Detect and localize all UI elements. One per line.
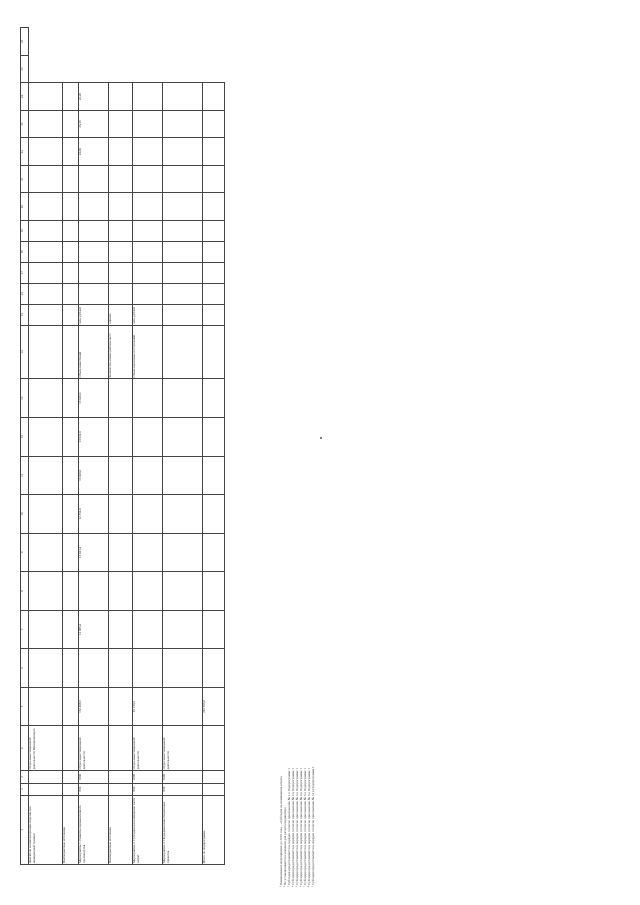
cell-indicator-value [203, 165, 225, 193]
cell-value: 12 086,4 [79, 610, 109, 649]
cell-indicator-value [79, 220, 109, 241]
cell-indicator-value [203, 283, 225, 304]
cell-value [109, 572, 133, 611]
cell-value: 13 020,0 [79, 379, 109, 418]
cell-indicator-value [29, 193, 63, 221]
landscape-content [20, 27, 620, 887]
header-cell: 24 [21, 83, 29, 111]
cell-ind [63, 325, 79, 379]
table-row [163, 28, 203, 865]
cell-value [163, 418, 203, 457]
cell-c2: 830 [133, 783, 163, 795]
cell-value [29, 379, 63, 418]
cell-value [63, 572, 79, 611]
cell-value: 13 021,4 [79, 533, 109, 572]
header-cell: 15 [21, 304, 29, 325]
cell-indicator-value [203, 83, 225, 111]
header-cell: 19 [21, 220, 29, 241]
header-cell: 17 [21, 262, 29, 283]
cell-value [29, 495, 63, 534]
cell-indicator-value [163, 83, 203, 111]
cell-c2 [203, 783, 225, 795]
cell-value [203, 495, 225, 534]
cell-resp [203, 726, 225, 771]
cell-indicator-value [79, 283, 109, 304]
cell-resp: Отдел инвестиционной деятельности [133, 726, 163, 771]
cell-indicator-value [79, 241, 109, 262]
cell-indicator-value [63, 193, 79, 221]
cell-indicator-value [133, 241, 163, 262]
cell-indicator-value [109, 193, 133, 221]
cell-indicator-value [133, 165, 163, 193]
cell-indicator-value: 22,20 [79, 83, 109, 111]
cell-value [109, 533, 133, 572]
footnote: ⁷ Субсидия предоставляется в порядке согласно приложению № 5 к Подпрограмме 1 [303, 767, 307, 887]
rotated-sheet [20, 27, 620, 887]
cell-indicator-value [109, 83, 133, 111]
cell-name: Мероприятие 3. Поддержка инвестиционных проектов [163, 795, 203, 864]
cell-value [163, 572, 203, 611]
header-cell: 9 [21, 533, 29, 572]
cell-unit [63, 304, 79, 325]
cell-value [29, 572, 63, 611]
cell-indicator-value [109, 262, 133, 283]
cell-indicator-value [203, 110, 225, 138]
table-row [29, 28, 63, 865]
cell-value [63, 456, 79, 495]
cell-c3 [203, 771, 225, 783]
cell-resp [63, 726, 79, 771]
cell-value [163, 687, 203, 726]
cell-value [109, 418, 133, 457]
cell-value [203, 379, 225, 418]
cell-c3: 1000 [133, 771, 163, 783]
cell-value [133, 495, 163, 534]
cell-value: 13 020,0 [79, 456, 109, 495]
cell-value [29, 610, 63, 649]
header-cell: 10 [21, 495, 29, 534]
cell-value: 244 655,0 [203, 687, 225, 726]
cell-indicator-value [133, 138, 163, 166]
cell-c3 [29, 771, 63, 783]
cell-indicator-value [163, 138, 203, 166]
cell-indicator-value [79, 193, 109, 221]
footnote: ⁸ Субсидия предоставляется в порядке согласно приложению № 6 к Подпрограмме 1 [307, 767, 311, 887]
header-cell: 4 [21, 726, 29, 771]
cell-indicator-value [163, 262, 203, 283]
header-cell: 3 [21, 771, 29, 783]
header-cell: 23 [21, 110, 29, 138]
cell-indicator-value [63, 138, 79, 166]
cell-value [109, 610, 133, 649]
header-cell: 16 [21, 283, 29, 304]
cell-indicator-value [203, 262, 225, 283]
header-cell: 18 [21, 241, 29, 262]
cell-indicator-value: 24,00 [79, 138, 109, 166]
cell-indicator-value [109, 283, 133, 304]
cell-indicator-value [29, 165, 63, 193]
cell-c2: 830 [163, 783, 203, 795]
cell-indicator-value [63, 110, 79, 138]
cell-unit: млн. рублей [79, 304, 109, 325]
cell-value [163, 379, 203, 418]
cell-value [133, 572, 163, 611]
cell-value [79, 649, 109, 688]
cell-ind: Объем инвестиций [79, 325, 109, 379]
cell-value [203, 572, 225, 611]
cell-name: Внебюджетные источники [109, 795, 133, 864]
cell-name: Итого по подпрограмме [203, 795, 225, 864]
cell-indicator-value [63, 165, 79, 193]
table-body [29, 28, 225, 865]
cell-indicator-value [109, 165, 133, 193]
cell-indicator-value [133, 262, 163, 283]
cell-value [29, 533, 63, 572]
cell-unit: млн. рублей [133, 304, 163, 325]
cell-indicator-value [133, 110, 163, 138]
cell-indicator-value [63, 283, 79, 304]
cell-indicator-value [109, 110, 133, 138]
header-cell: 2 [21, 783, 29, 795]
header-cell: 12 [21, 418, 29, 457]
header-cell: 14 [21, 325, 29, 379]
cell-indicator-value [29, 241, 63, 262]
cell-ind: Количество новых рабочих мест [109, 325, 133, 379]
header-cell: 20 [21, 193, 29, 221]
cell-indicator-value [133, 193, 163, 221]
cell-ind [29, 325, 63, 379]
cell-indicator-value [109, 241, 133, 262]
cell-value: 12 354,0 [79, 495, 109, 534]
cell-value [203, 456, 225, 495]
cell-indicator-value [79, 262, 109, 283]
cell-value [63, 687, 79, 726]
cell-name: Мероприятие 1. Развитие промышленного производства [79, 795, 109, 864]
cell-indicator-value [63, 262, 79, 283]
cell-indicator-value [109, 220, 133, 241]
cell-unit [203, 304, 225, 325]
cell-indicator-value [203, 193, 225, 221]
cell-value [63, 418, 79, 457]
cell-resp: Отдел инвестиционной деятельности [79, 726, 109, 771]
cell-value [163, 495, 203, 534]
cell-resp [109, 726, 133, 771]
table-row [109, 28, 133, 865]
cell-ind [163, 325, 203, 379]
table-row [203, 28, 225, 865]
cell-name: Мероприятие 2. Субсидии на возмещение части затрат [133, 795, 163, 864]
footnote: ⁶ Субсидия предоставляется в порядке согласно приложению № 4 к Подпрограмме 1 [299, 767, 303, 887]
cell-name: Внебюджетные источники [63, 795, 79, 864]
cell-ind: Объем налоговых поступлений [133, 325, 163, 379]
cell-value [203, 418, 225, 457]
footnote: ¹ Наименование мероприятия до 2019 года – «Субсидия на возмещение затрат» [279, 775, 283, 887]
cell-resp: Отдел инвестиционной деятельности [163, 726, 203, 771]
cell-value [133, 379, 163, 418]
cell-value [163, 456, 203, 495]
program-table [20, 27, 225, 865]
cell-indicator-value [29, 138, 63, 166]
header-cell: 13 [21, 379, 29, 418]
cell-value [203, 649, 225, 688]
cell-ind [203, 325, 225, 379]
cell-value [133, 610, 163, 649]
cell-value [109, 687, 133, 726]
cell-indicator-value [163, 220, 203, 241]
cell-c2: 830 [79, 783, 109, 795]
cell-indicator-value [29, 262, 63, 283]
cell-value [63, 379, 79, 418]
cell-value [29, 418, 63, 457]
cell-indicator-value [203, 241, 225, 262]
cell-unit: единиц [109, 304, 133, 325]
header-cell: 6 [21, 649, 29, 688]
cell-indicator-value [29, 110, 63, 138]
cell-value [29, 687, 63, 726]
header-cell: 22 [21, 138, 29, 166]
cell-c3: 1000 [163, 771, 203, 783]
table-row [79, 28, 109, 865]
footnote: ⁹ Субсидия предоставляется в порядке согласно приложению № 12 к Подпрограмме 1 [311, 766, 315, 887]
header-cell: 25 [21, 55, 29, 83]
cell-value [163, 649, 203, 688]
cell-value [63, 610, 79, 649]
cell-value [109, 456, 133, 495]
table-row [133, 28, 163, 865]
cell-indicator-value [163, 241, 203, 262]
header-cell: 26 [21, 28, 29, 56]
cell-value [133, 533, 163, 572]
cell-value [63, 533, 79, 572]
cell-value: 152 498,5 [79, 687, 109, 726]
footnote: ⁵ Субсидия предоставляется в порядке согласно приложению № 3 к Подпрограмме 1 [295, 767, 299, 887]
cell-indicator-value [29, 83, 63, 111]
cell-indicator-value [163, 165, 203, 193]
cell-value [203, 610, 225, 649]
cell-indicator-value: 23,10 [79, 110, 109, 138]
cell-c3: 1000 [79, 771, 109, 783]
cell-indicator-value [163, 110, 203, 138]
footnote: ² Не устанавливается в значении для расчета индикатора [283, 807, 287, 887]
header-cell: 5 [21, 687, 29, 726]
cell-indicator-value [29, 220, 63, 241]
cell-indicator-value [63, 241, 79, 262]
cell-value [29, 456, 63, 495]
cell-unit [163, 304, 203, 325]
cell-indicator-value [79, 165, 109, 193]
cell-value [133, 418, 163, 457]
header-cell: 7 [21, 610, 29, 649]
cell-value: 13 032,0 [79, 418, 109, 457]
footnote: ³ Субсидия предоставляется в порядке согласно приложению № 1 к Подпрограмме 1 [287, 768, 291, 887]
cell-value [79, 572, 109, 611]
cell-value [29, 649, 63, 688]
cell-indicator-value [203, 220, 225, 241]
cell-indicator-value [63, 220, 79, 241]
footnote: ⁴ Субсидия предоставляется в порядке согласно приложению № 2 к Подпрограмме 1 [291, 767, 295, 887]
cell-value [63, 495, 79, 534]
cell-value [109, 649, 133, 688]
cell-value: 91 156,5 [133, 687, 163, 726]
header-cell: 11 [21, 456, 29, 495]
table-row [63, 28, 79, 865]
cell-c3 [63, 771, 79, 783]
cell-value [109, 495, 133, 534]
cell-c2 [63, 783, 79, 795]
cell-c3 [109, 771, 133, 783]
header-cell: 1 [21, 795, 29, 864]
cell-indicator-value [163, 193, 203, 221]
cell-indicator-value [29, 283, 63, 304]
cell-unit [29, 304, 63, 325]
cell-value [133, 456, 163, 495]
cell-value [163, 533, 203, 572]
cell-indicator-value [133, 220, 163, 241]
cell-c2 [109, 783, 133, 795]
cell-indicator-value [63, 83, 79, 111]
cell-indicator-value [133, 283, 163, 304]
cell-indicator-value [133, 83, 163, 111]
header-cell: 8 [21, 572, 29, 611]
cell-name: Двигатели и комплектующие изделия для авиационной техники [29, 795, 63, 864]
cell-indicator-value [109, 138, 133, 166]
cell-c2 [29, 783, 63, 795]
cell-resp: Отдел инвестиционной деятельности Минпромэнерго [29, 726, 63, 771]
header-cell: 21 [21, 165, 29, 193]
cell-value [203, 533, 225, 572]
cell-indicator-value [163, 283, 203, 304]
cell-value [133, 649, 163, 688]
cell-value [63, 649, 79, 688]
cell-indicator-value [203, 138, 225, 166]
cell-value [163, 610, 203, 649]
cell-value [109, 379, 133, 418]
